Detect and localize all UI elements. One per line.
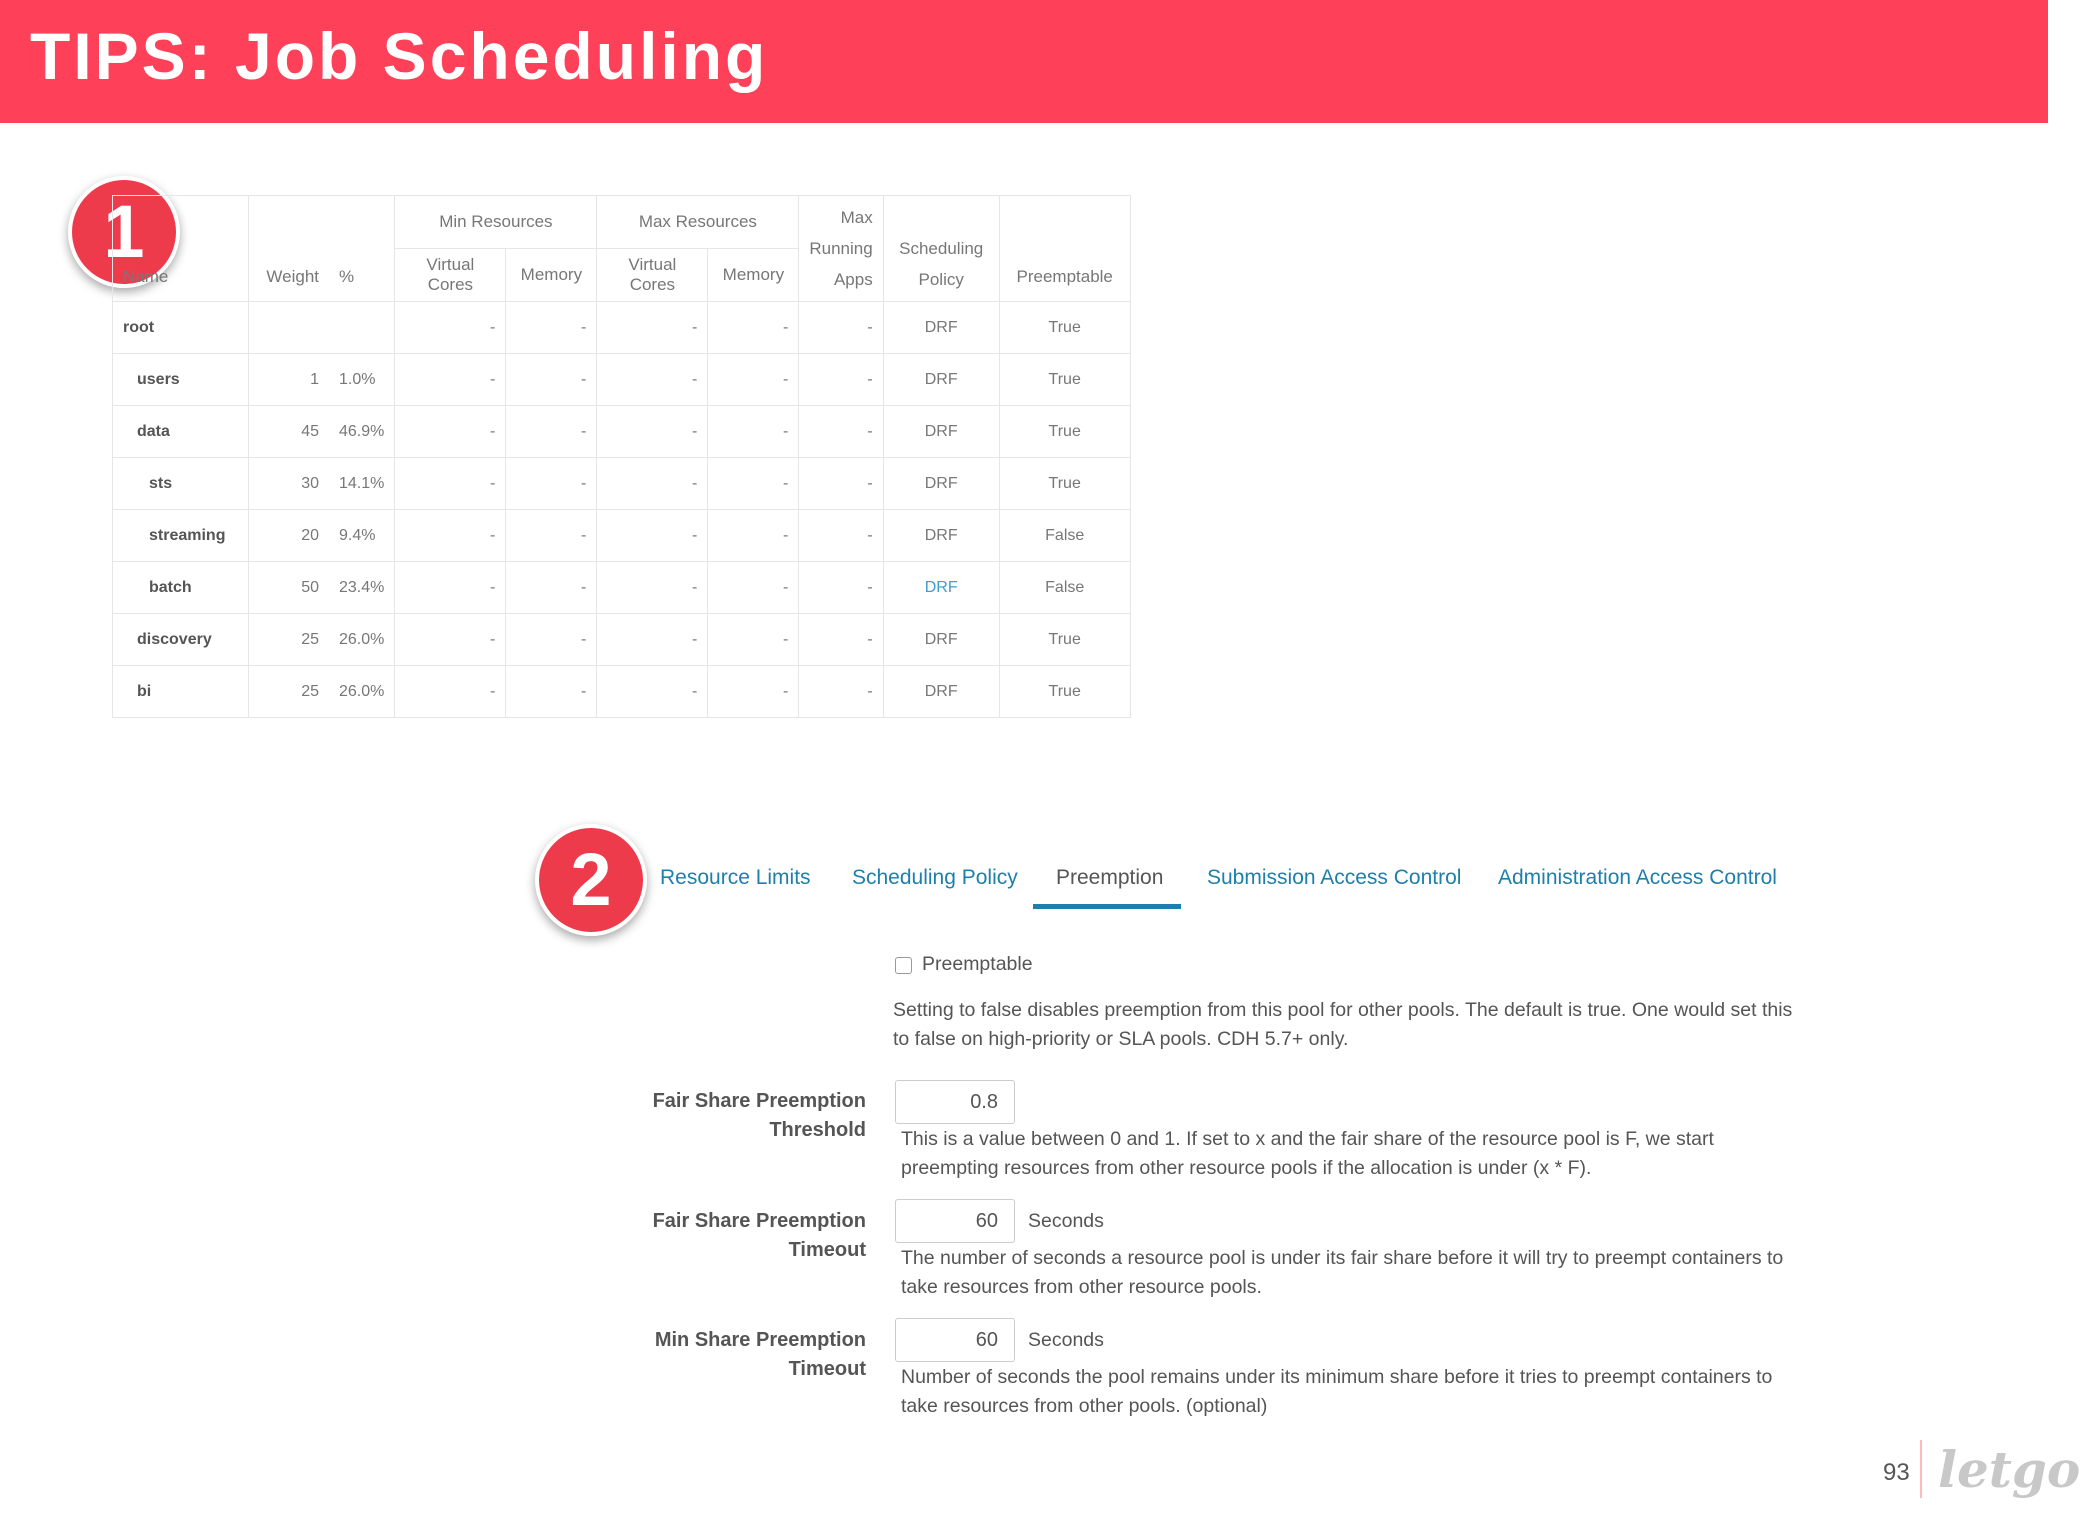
table-row[interactable] bbox=[113, 458, 1131, 510]
cell-weight: 50 bbox=[249, 562, 330, 614]
cell-max-apps: - bbox=[799, 510, 883, 562]
table-row[interactable] bbox=[113, 302, 1131, 354]
resource-pools-table bbox=[112, 195, 1131, 718]
letgo-logo: letgo bbox=[1938, 1440, 2080, 1499]
fair-timeout-input[interactable]: 60 bbox=[895, 1199, 1015, 1243]
footer-divider bbox=[1920, 1440, 1922, 1498]
cell-percent: 9.4% bbox=[329, 510, 395, 562]
cell-policy[interactable]: DRF bbox=[883, 458, 999, 510]
cell-preemptable: False bbox=[999, 510, 1130, 562]
fair-timeout-desc-line1: The number of seconds a resource pool is under its fair share before it will try to preempt containers to bbox=[901, 1247, 1784, 1269]
cell-max-apps: - bbox=[799, 302, 883, 354]
cell-max-apps: - bbox=[799, 458, 883, 510]
cell-min-memory: - bbox=[506, 510, 597, 562]
cell-min-memory: - bbox=[506, 666, 597, 718]
cell-percent: 1.0% bbox=[329, 354, 395, 406]
cell-min-vcores: - bbox=[395, 562, 506, 614]
cell-name[interactable]: batch bbox=[113, 562, 249, 614]
min-timeout-unit: Seconds bbox=[1028, 1329, 1104, 1351]
min-timeout-input[interactable]: 60 bbox=[895, 1318, 1015, 1362]
col-min-vcores[interactable]: Virtual Cores bbox=[395, 249, 506, 302]
cell-max-memory: - bbox=[708, 562, 799, 614]
col-scheduling-policy-l2: Policy bbox=[918, 270, 964, 289]
cell-name[interactable]: root bbox=[113, 302, 249, 354]
cell-name[interactable]: bi bbox=[113, 666, 249, 718]
cell-preemptable: True bbox=[999, 354, 1130, 406]
cell-policy[interactable]: DRF bbox=[883, 510, 999, 562]
min-timeout-desc-line2: take resources from other pools. (optional) bbox=[901, 1395, 1268, 1417]
cell-name[interactable]: users bbox=[113, 354, 249, 406]
cell-max-memory: - bbox=[708, 354, 799, 406]
preemptable-label[interactable]: Preemptable bbox=[922, 953, 1033, 975]
cell-max-vcores: - bbox=[597, 406, 708, 458]
cell-min-memory: - bbox=[506, 614, 597, 666]
tab-scheduling-policy[interactable]: Scheduling Policy bbox=[852, 866, 1018, 889]
cell-policy[interactable]: DRF bbox=[883, 666, 999, 718]
cell-max-vcores: - bbox=[597, 510, 708, 562]
col-scheduling-policy-l1: Scheduling bbox=[899, 239, 984, 258]
col-min-memory[interactable]: Memory bbox=[506, 249, 597, 302]
col-max-running-apps-l2: Running bbox=[809, 239, 873, 258]
cell-min-vcores: - bbox=[395, 458, 506, 510]
min-timeout-label-line2: Timeout bbox=[788, 1358, 866, 1380]
cell-weight: 1 bbox=[249, 354, 330, 406]
col-preemptable[interactable]: Preemptable bbox=[999, 196, 1130, 302]
table-row[interactable] bbox=[113, 354, 1131, 406]
cell-min-vcores: - bbox=[395, 302, 506, 354]
cell-max-vcores: - bbox=[597, 302, 708, 354]
preemptable-desc-line1: Setting to false disables preemption from this pool for other pools. The default is true. One would set this bbox=[893, 999, 1793, 1021]
cell-percent: 26.0% bbox=[329, 614, 395, 666]
cell-max-memory: - bbox=[708, 510, 799, 562]
cell-min-memory: - bbox=[506, 458, 597, 510]
step-badge-2: 2 bbox=[535, 824, 647, 936]
cell-weight: 25 bbox=[249, 614, 330, 666]
cell-max-vcores: - bbox=[597, 666, 708, 718]
cell-max-vcores: - bbox=[597, 614, 708, 666]
max-resources-header: Max Resources bbox=[597, 196, 799, 249]
cell-preemptable: True bbox=[999, 406, 1130, 458]
cell-max-vcores: - bbox=[597, 562, 708, 614]
col-max-running-apps-l1: Max bbox=[840, 208, 873, 227]
cell-preemptable: True bbox=[999, 302, 1130, 354]
slide-title: TIPS: Job Scheduling bbox=[30, 19, 769, 93]
fair-timeout-unit: Seconds bbox=[1028, 1210, 1104, 1232]
preemptable-desc-line2: to false on high-priority or SLA pools. CDH 5.7+ only. bbox=[893, 1028, 1349, 1050]
cell-max-memory: - bbox=[708, 458, 799, 510]
cell-weight bbox=[249, 302, 330, 354]
table-row[interactable] bbox=[113, 614, 1131, 666]
active-tab-indicator bbox=[1033, 904, 1181, 909]
fair-threshold-desc-line1: This is a value between 0 and 1. If set to x and the fair share of the resource pool is F, we start bbox=[901, 1128, 1714, 1150]
cell-max-memory: - bbox=[708, 406, 799, 458]
min-timeout-label-line1: Min Share Preemption bbox=[654, 1329, 866, 1351]
cell-max-apps: - bbox=[799, 406, 883, 458]
cell-min-memory: - bbox=[506, 562, 597, 614]
col-max-memory[interactable]: Memory bbox=[708, 249, 799, 302]
cell-percent: 23.4% bbox=[329, 562, 395, 614]
cell-preemptable: True bbox=[999, 458, 1130, 510]
cell-max-vcores: - bbox=[597, 458, 708, 510]
col-max-running-apps[interactable] bbox=[799, 196, 883, 302]
cell-max-apps: - bbox=[799, 666, 883, 718]
fair-timeout-label-line1: Fair Share Preemption bbox=[652, 1210, 866, 1232]
fair-threshold-label-line2: Threshold bbox=[769, 1119, 866, 1141]
table-row[interactable] bbox=[113, 666, 1131, 718]
preemptable-checkbox[interactable] bbox=[895, 957, 912, 974]
cell-policy[interactable]: DRF bbox=[883, 302, 999, 354]
cell-min-vcores: - bbox=[395, 354, 506, 406]
min-timeout-desc-line1: Number of seconds the pool remains under its minimum share before it tries to preempt containers to bbox=[901, 1366, 1773, 1388]
cell-policy[interactable]: DRF bbox=[883, 562, 999, 614]
fair-threshold-input[interactable]: 0.8 bbox=[895, 1080, 1015, 1124]
cell-policy[interactable]: DRF bbox=[883, 406, 999, 458]
cell-percent bbox=[329, 302, 395, 354]
cell-max-memory: - bbox=[708, 302, 799, 354]
cell-weight: 20 bbox=[249, 510, 330, 562]
cell-min-vcores: - bbox=[395, 510, 506, 562]
cell-weight: 25 bbox=[249, 666, 330, 718]
cell-max-apps: - bbox=[799, 562, 883, 614]
cell-min-vcores: - bbox=[395, 666, 506, 718]
cell-weight: 45 bbox=[249, 406, 330, 458]
min-resources-header: Min Resources bbox=[395, 196, 597, 249]
cell-max-vcores: - bbox=[597, 354, 708, 406]
cell-preemptable: True bbox=[999, 666, 1130, 718]
cell-min-memory: - bbox=[506, 354, 597, 406]
table-row[interactable] bbox=[113, 510, 1131, 562]
fair-timeout-desc-line2: take resources from other resource pools. bbox=[901, 1276, 1262, 1298]
page-number: 93 bbox=[1883, 1459, 1910, 1486]
fair-threshold-desc-line2: preempting resources from other resource pools if the allocation is under (x * F). bbox=[901, 1157, 1592, 1179]
cell-name[interactable]: streaming bbox=[113, 510, 249, 562]
fair-timeout-label-line2: Timeout bbox=[788, 1239, 866, 1261]
cell-policy[interactable]: DRF bbox=[883, 354, 999, 406]
col-percent[interactable]: % bbox=[329, 196, 395, 302]
tab-submission-access-control[interactable]: Submission Access Control bbox=[1207, 866, 1462, 889]
col-scheduling-policy[interactable] bbox=[883, 196, 999, 302]
cell-min-vcores: - bbox=[395, 614, 506, 666]
cell-max-apps: - bbox=[799, 614, 883, 666]
cell-weight: 30 bbox=[249, 458, 330, 510]
cell-max-apps: - bbox=[799, 354, 883, 406]
col-max-running-apps-l3: Apps bbox=[833, 270, 873, 289]
table-row[interactable] bbox=[113, 406, 1131, 458]
cell-percent: 46.9% bbox=[329, 406, 395, 458]
cell-min-memory: - bbox=[506, 302, 597, 354]
cell-preemptable: True bbox=[999, 614, 1130, 666]
cell-min-vcores: - bbox=[395, 406, 506, 458]
slide-header bbox=[0, 0, 2048, 123]
cell-name[interactable]: sts bbox=[113, 458, 249, 510]
cell-percent: 26.0% bbox=[329, 666, 395, 718]
table-row[interactable] bbox=[113, 562, 1131, 614]
cell-max-memory: - bbox=[708, 614, 799, 666]
col-max-vcores[interactable]: Virtual Cores bbox=[597, 249, 708, 302]
cell-name[interactable]: discovery bbox=[113, 614, 249, 666]
tab-administration-access-control[interactable]: Administration Access Control bbox=[1498, 866, 1777, 889]
step-badge-1: 1 bbox=[68, 176, 180, 288]
tab-resource-limits[interactable]: Resource Limits bbox=[660, 866, 811, 889]
cell-max-memory: - bbox=[708, 666, 799, 718]
tab-preemption[interactable]: Preemption bbox=[1056, 866, 1164, 889]
cell-policy[interactable]: DRF bbox=[883, 614, 999, 666]
col-name[interactable]: Name bbox=[113, 196, 249, 302]
cell-name[interactable]: data bbox=[113, 406, 249, 458]
fair-threshold-label-line1: Fair Share Preemption bbox=[652, 1090, 866, 1112]
col-weight[interactable]: Weight bbox=[249, 196, 330, 302]
cell-percent: 14.1% bbox=[329, 458, 395, 510]
cell-preemptable: False bbox=[999, 562, 1130, 614]
cell-min-memory: - bbox=[506, 406, 597, 458]
